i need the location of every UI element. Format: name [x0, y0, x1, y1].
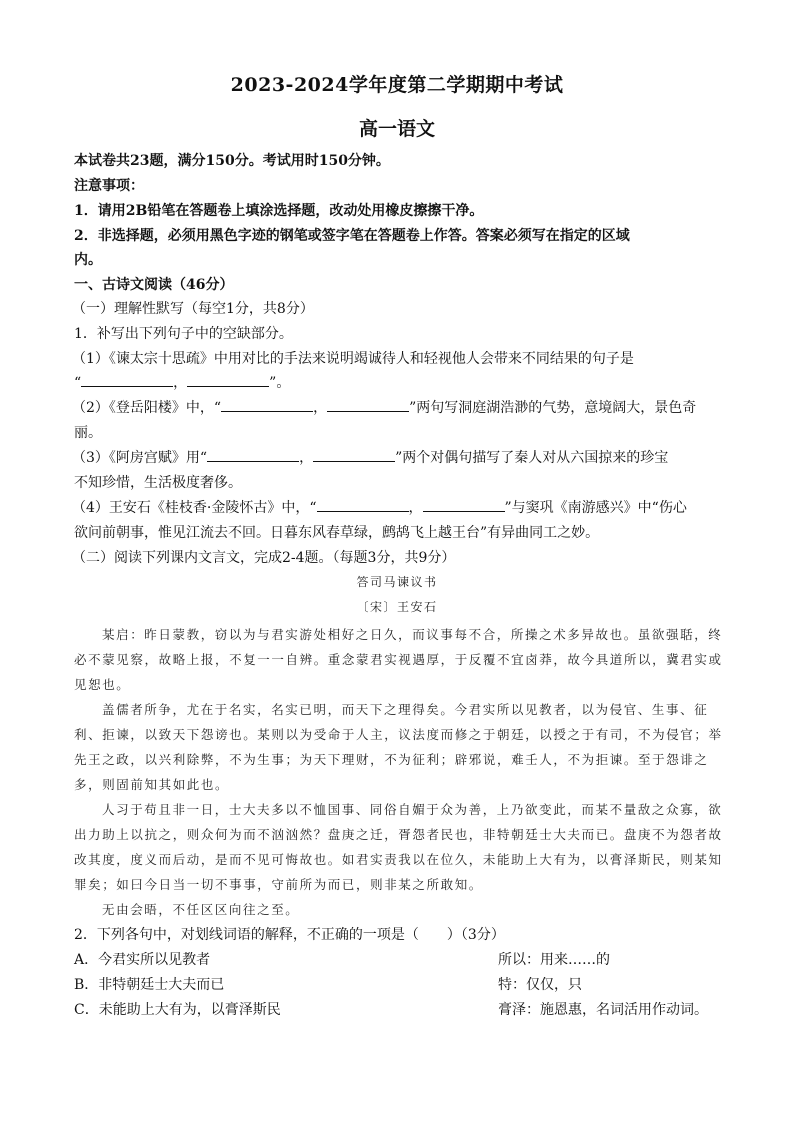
q2-option-b — [74, 974, 724, 994]
essay-line: 多，则固前知其如此也。 — [74, 777, 230, 792]
essay-line: 先王之政，以兴利除弊，不为生事；为天下理财，不为征利；辟邪说，难壬人，不为拒谏。至于怨诽之 — [74, 752, 709, 767]
q1-item-3-prefix: （3）《阿房宫赋》用“ — [72, 450, 208, 466]
notice-label: 注意事项： — [74, 178, 144, 194]
essay-line: 罪矣；如曰今日当一切不事事，守前所为而已，则非某之所敢知。 — [74, 877, 483, 892]
essay-author: 〔宋〕王安石 — [356, 600, 438, 614]
notice-item-2-cont: 内。 — [74, 252, 102, 268]
exam-title: 2023-2024学年度第二学期期中考试 — [230, 74, 564, 96]
exam-intro: 本试卷共23题，满分150分。考试用时150分钟。 — [74, 153, 390, 169]
essay-line: 利、拒谏，以致天下怨谤也。某则以为受命于人主，议法度而修之于朝廷，以授之于有司，不为侵官；举 — [74, 727, 723, 742]
q2-option-c — [74, 999, 724, 1019]
q2-option-a — [74, 949, 724, 969]
answer-blank[interactable] — [221, 397, 313, 412]
answer-blank[interactable] — [187, 372, 269, 387]
answer-blank[interactable] — [423, 497, 505, 512]
q1-stem: 1．补写出下列句子中的空缺部分。 — [74, 326, 293, 342]
essay-line: 无由会晤，不任区区向往之至。 — [102, 902, 300, 917]
answer-blank[interactable] — [81, 372, 173, 387]
q1-item-4-prefix: （4）王安石《桂枝香·金陵怀古》中，“ — [72, 500, 317, 516]
q1-item-3 — [72, 447, 722, 467]
comma: ， — [173, 375, 188, 391]
comma: ， — [313, 400, 328, 416]
q1-item-4-cont: 欲问前朝事，惟见江流去不回。日暮东风春草绿，鹧鸪飞上越王台”有异曲同工之妙。 — [74, 525, 600, 541]
notice-item-2: 2．非选择题，必须用黑色字迹的钢笔或签字笔在答题卷上作答。答案必须写在指定的区域 — [74, 228, 630, 244]
exam-subject: 高一语文 — [358, 118, 435, 140]
q1-item-2-prefix: （2）《登岳阳楼》中，“ — [72, 400, 222, 416]
q2-stem: 2．下列各句中，对划线词语的解释，不正确的一项是（ ）（3分） — [74, 927, 505, 943]
essay-line: 出力助上以抗之，则众何为而不汹汹然？盘庚之迁，胥怨者民也，非特朝廷士大夫而已。盘庚不为怨者故 — [74, 827, 723, 842]
q1-item-3-cont: 不知珍惜，生活极度奢侈。 — [74, 475, 242, 491]
quote-close: ”。 — [269, 375, 291, 391]
quote-open: “ — [74, 375, 82, 391]
part2-heading: （二）阅读下列课内文言文，完成2-4题。（每题3分，共9分） — [72, 550, 456, 566]
essay-line: 某启：昨日蒙教，窃以为与君实游处相好之日久，而议事每不合，所操之术多异故也。虽欲强聒，终 — [102, 627, 723, 642]
q1-item-4-suffix: ”与窦巩《南游感兴》中“伤心 — [504, 500, 687, 516]
essay-line: 人习于苟且非一日，士大夫多以不恤国事、同俗自媚于众为善，上乃欲变此，而某不量敌之众寡，欲 — [102, 802, 723, 817]
essay-line: 盖儒者所争，尤在于名实，名实已明，而天下之理得矣。今君实所以见教者，以为侵官、生事、征 — [102, 702, 709, 717]
part1-heading: （一）理解性默写（每空1分，共8分） — [72, 301, 314, 317]
comma: ， — [299, 450, 314, 466]
option-explanation: 特：仅仅，只 — [498, 977, 582, 993]
answer-blank[interactable] — [313, 447, 395, 462]
essay-line: 见恕也。 — [74, 677, 131, 692]
answer-blank[interactable] — [207, 447, 299, 462]
answer-blank[interactable] — [327, 397, 409, 412]
option-explanation: 所以：用来……的 — [498, 952, 610, 968]
q1-item-3-suffix: ”两个对偶句描写了秦人对从六国掠来的珍宝 — [395, 450, 669, 466]
q1-item-4 — [72, 497, 722, 517]
notice-item-1: 1．请用2B铅笔在答题卷上填涂选择题，改动处用橡皮擦擦干净。 — [74, 203, 484, 219]
q1-item-1: （1）《谏太宗十思疏》中用对比的手法来说明竭诚待人和轻视他人会带来不同结果的句子是 — [72, 351, 634, 367]
essay-title: 答司马谏议书 — [356, 575, 438, 589]
essay-line: 必不蒙见察，故略上报，不复一一自辨。重念蒙君实视遇厚，于反覆不宜卤莽，故今具道所以，冀君实或 — [74, 652, 723, 667]
q1-item-2 — [72, 397, 722, 417]
option-text: B．非特朝廷士大夫而已 — [74, 977, 225, 993]
answer-blank[interactable] — [317, 497, 409, 512]
q1-item-1-blanks — [74, 372, 724, 392]
q1-item-2-suffix: ”两句写洞庭湖浩渺的气势，意境阔大，景色奇 — [409, 400, 697, 416]
essay-line: 改其度，度义而后动，是而不见可悔故也。如君实责我以在位久，未能助上大有为，以膏泽斯民，则某知 — [74, 852, 723, 867]
q1-item-2-cont: 丽。 — [74, 425, 102, 441]
option-explanation: 膏泽：施恩惠，名词活用作动词。 — [498, 1002, 708, 1018]
option-text: C．未能助上大有为，以膏泽斯民 — [74, 1002, 281, 1018]
option-text: A．今君实所以见教者 — [74, 952, 211, 968]
section-heading: 一、古诗文阅读（46分） — [74, 277, 234, 293]
comma: ， — [408, 500, 423, 516]
